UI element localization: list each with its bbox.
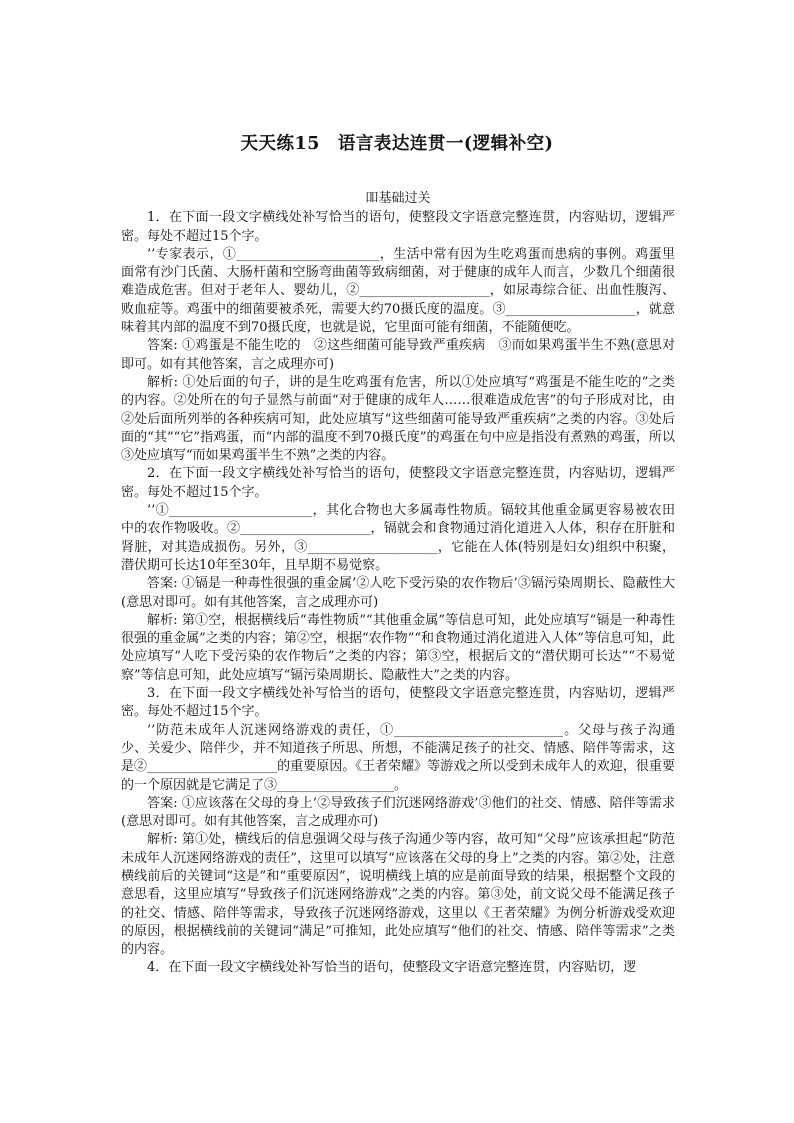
- question-1: 1．在下面一段文字横线处补写恰当的语句，使整段文字语意完整连贯，内容贴切，逻辑严密。每处不超过15个字。: [121, 210, 675, 244]
- question-3-answer: 答案: ①应该落在父母的身上’②导致孩子们沉迷网络游戏’③他们的社交、情感、陪伴等需求(意思对即可。如有其他答案，言之成理亦可): [121, 795, 675, 830]
- question-2: 2．在下面一段文字横线处补写恰当的语句，使整段文字语意完整连贯，内容贴切，逻辑严密。每处不超过15个字。: [121, 466, 675, 500]
- question-3-passage: ’’防范未成年人沉迷网络游戏的责任，①__________________________。父母与孩子沟通少、关爱少、陪伴少，并不知道孩子所思、所想，不能满足孩子的社交、情感、陪伴等需求，这是②____________________的重要原因。《王者荣耀》等游戏之所以受到未成年人的欢迎，很重要的一个原因就是它满足了③__________________。: [121, 722, 675, 793]
- question-3-analysis: 解析: 第①处，横线后的信息强调父母与孩子沟通少等内容，故可知“父母”应该承担起“防范未成年人沉迷网络游戏的责任”，这里可以填写“应该落在父母的身上”之类的内容。第②处，注意横线前后的关键词“这是”和“重要原因”，说明横线上填的应是前面导致的结果，根据整个文段的意思看，这里应填写“导致孩子们沉迷网络游戏”之类的内容。第③处，前文说父母不能满足孩子的社交、情感、陪伴等需求，导致孩子沉迷网络游戏，这里以《王者荣耀》为例分析游戏受欢迎的原因，根据横线前的关键词“满足”可推知，此处应填写“他们的社交、情感、陪伴等需求”之类的内容。: [121, 832, 675, 958]
- document-body: [121, 190, 675, 978]
- question-1-passage: ’’专家表示，①______________________，生活中常有因为生吃鸡蛋而患病的事例。鸡蛋里面常有沙门氏菌、大肠杆菌和空肠弯曲菌等致病细菌，对于健康的成年人而言，少数几个细菌很难造成危害。但对于老年人、婴幼儿，②____________________，如尿毒综合征、出血性腹泻、败血症等。鸡蛋中的细菌要被杀死，需要大约70摄氏度的温度。③____________________，就意味着其内部的温度不到70摄氏度，也就是说，它里面可能有细菌，不能随便吃。: [121, 246, 675, 336]
- question-4: 4．在下面一段文字横线处补写恰当的语句，使整段文字语意完整连贯，内容贴切，逻: [147, 960, 637, 976]
- question-1-analysis: 解析: ①处后面的句子，讲的是生吃鸡蛋有危害，所以①处应填写“鸡蛋是不能生吃的”之类的内容。②处所在的句子显然与前面“对于健康的成年人……很难造成危害”的句子形成对比，由②处后面所列举的各种疾病可知，此处应填写“这些细菌可能导致严重疾病”之类的内容。③处后面的“其”“它”指鸡蛋，而“内部的温度不到70摄氏度”的鸡蛋在句中应是指没有煮熟的鸡蛋，所以③处应填写“而如果鸡蛋半生不熟”之类的内容。: [121, 374, 675, 464]
- section-heading: 吅基础过关: [365, 191, 431, 206]
- question-2-answer: 答案: ①镉是一种毒性很强的重金属’②人吃下受污染的农作物后’③镉污染周期长、隐蔽性大(意思对即可。如有其他答案，言之成理亦可): [121, 576, 675, 610]
- question-1-answer: 答案: ①鸡蛋是不能生吃的 ②这些细菌可能导致严重疾病 ③而如果鸡蛋半生不熟(意思对即可。如有其他答案，言之成理亦可): [121, 338, 675, 372]
- question-2-analysis: 解析: 第①空，根据横线后“毒性物质”“其他重金属”等信息可知，此处应填写“镉是一种毒性很强的重金属”之类的内容；第②空，根据“农作物”“和食物通过消化道进入人体”等信息可知，此处应填写“人吃下受污染的农作物后”之类的内容；第③空，根据后文的“潜伏期可长达”“不易觉察”等信息可知，此处应填写“镉污染周期长、隐蔽性大”之类的内容。: [121, 612, 675, 683]
- question-3: 3．在下面一段文字横线处补写恰当的语句，使整段文字语意完整连贯，内容贴切，逻辑严密。每处不超过15个字。: [121, 686, 675, 720]
- question-2-passage: ’’①______________________，其化合物也大多属毒性物质。镉较其他重金属更容易被农田中的农作物吸收。②____________________，镉就会和食物通过消化道进入人体，积存在肝脏和肾脏，对其造成损伤。另外，③____________________，它能在人体(特别是妇女)组织中积聚，潜伏期可长达10年至30年，且早期不易觉察。: [121, 503, 675, 573]
- page-title: 天天练15 语言表达连贯一(逻辑补空): [240, 134, 554, 154]
